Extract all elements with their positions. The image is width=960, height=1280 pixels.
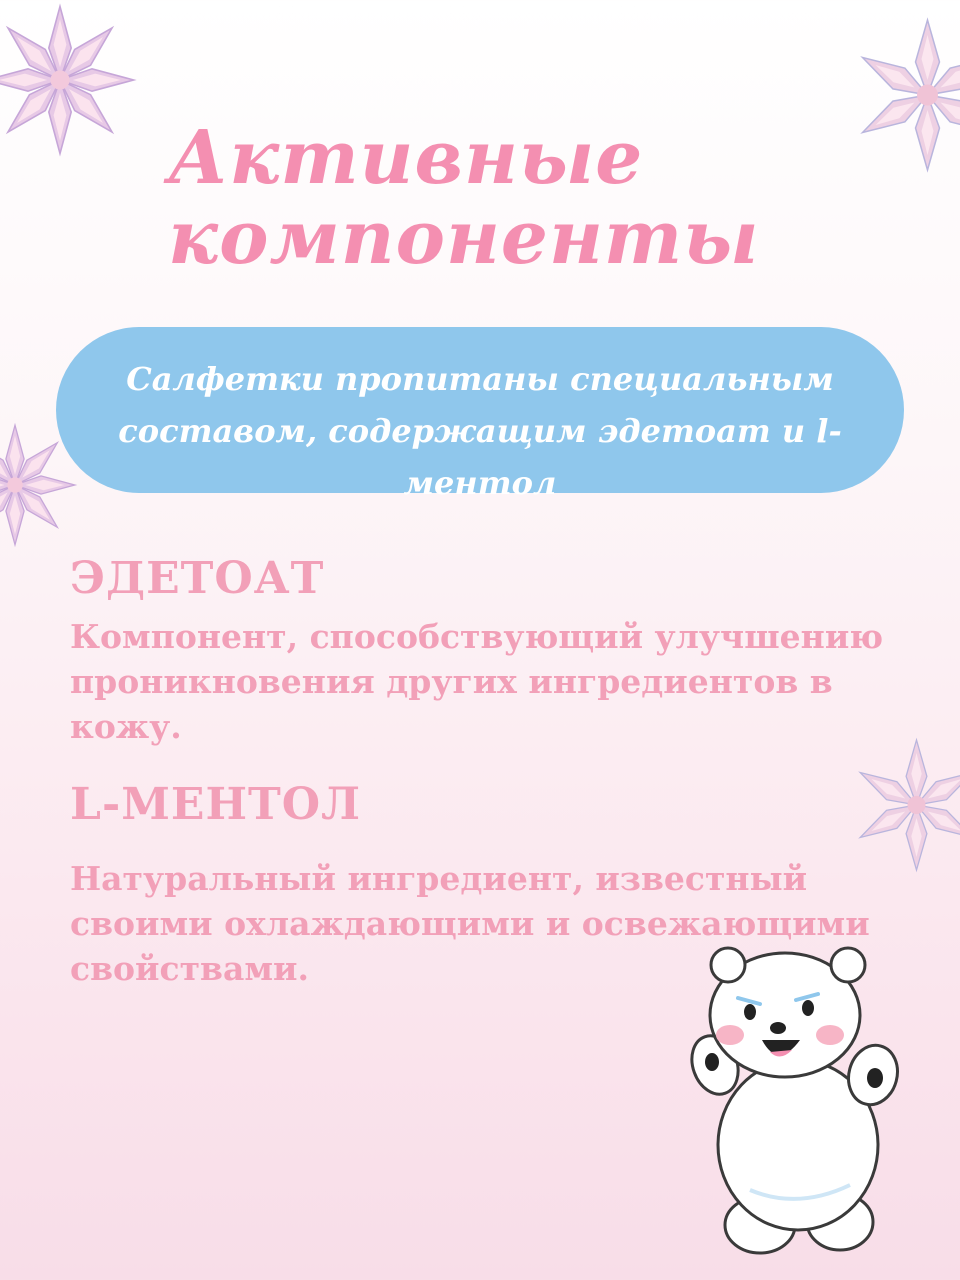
title-line-2: компоненты (168, 195, 760, 281)
section-text-edetoat: Компонент, способствующий улучшению проникновения других ингредиентов в кожу. (70, 617, 884, 746)
intro-text: Салфетки пропитаны специальным составом, содержащим эдетоат и l-ментол (118, 360, 842, 502)
section-text-lmentol: Натуральный ингредиент, известный своими охлаждающими и освежающими свойствами. (70, 859, 870, 988)
section-heading-edetoat: ЭДЕТОАТ (70, 553, 325, 604)
page-title (168, 115, 868, 281)
title-line-1: Активные (168, 115, 644, 201)
snowflake-icon (0, 0, 140, 160)
section-heading-lmentol: L-МЕНТОЛ (70, 779, 361, 830)
intro-banner (56, 327, 904, 502)
polar-bear-illustration (690, 940, 900, 1260)
